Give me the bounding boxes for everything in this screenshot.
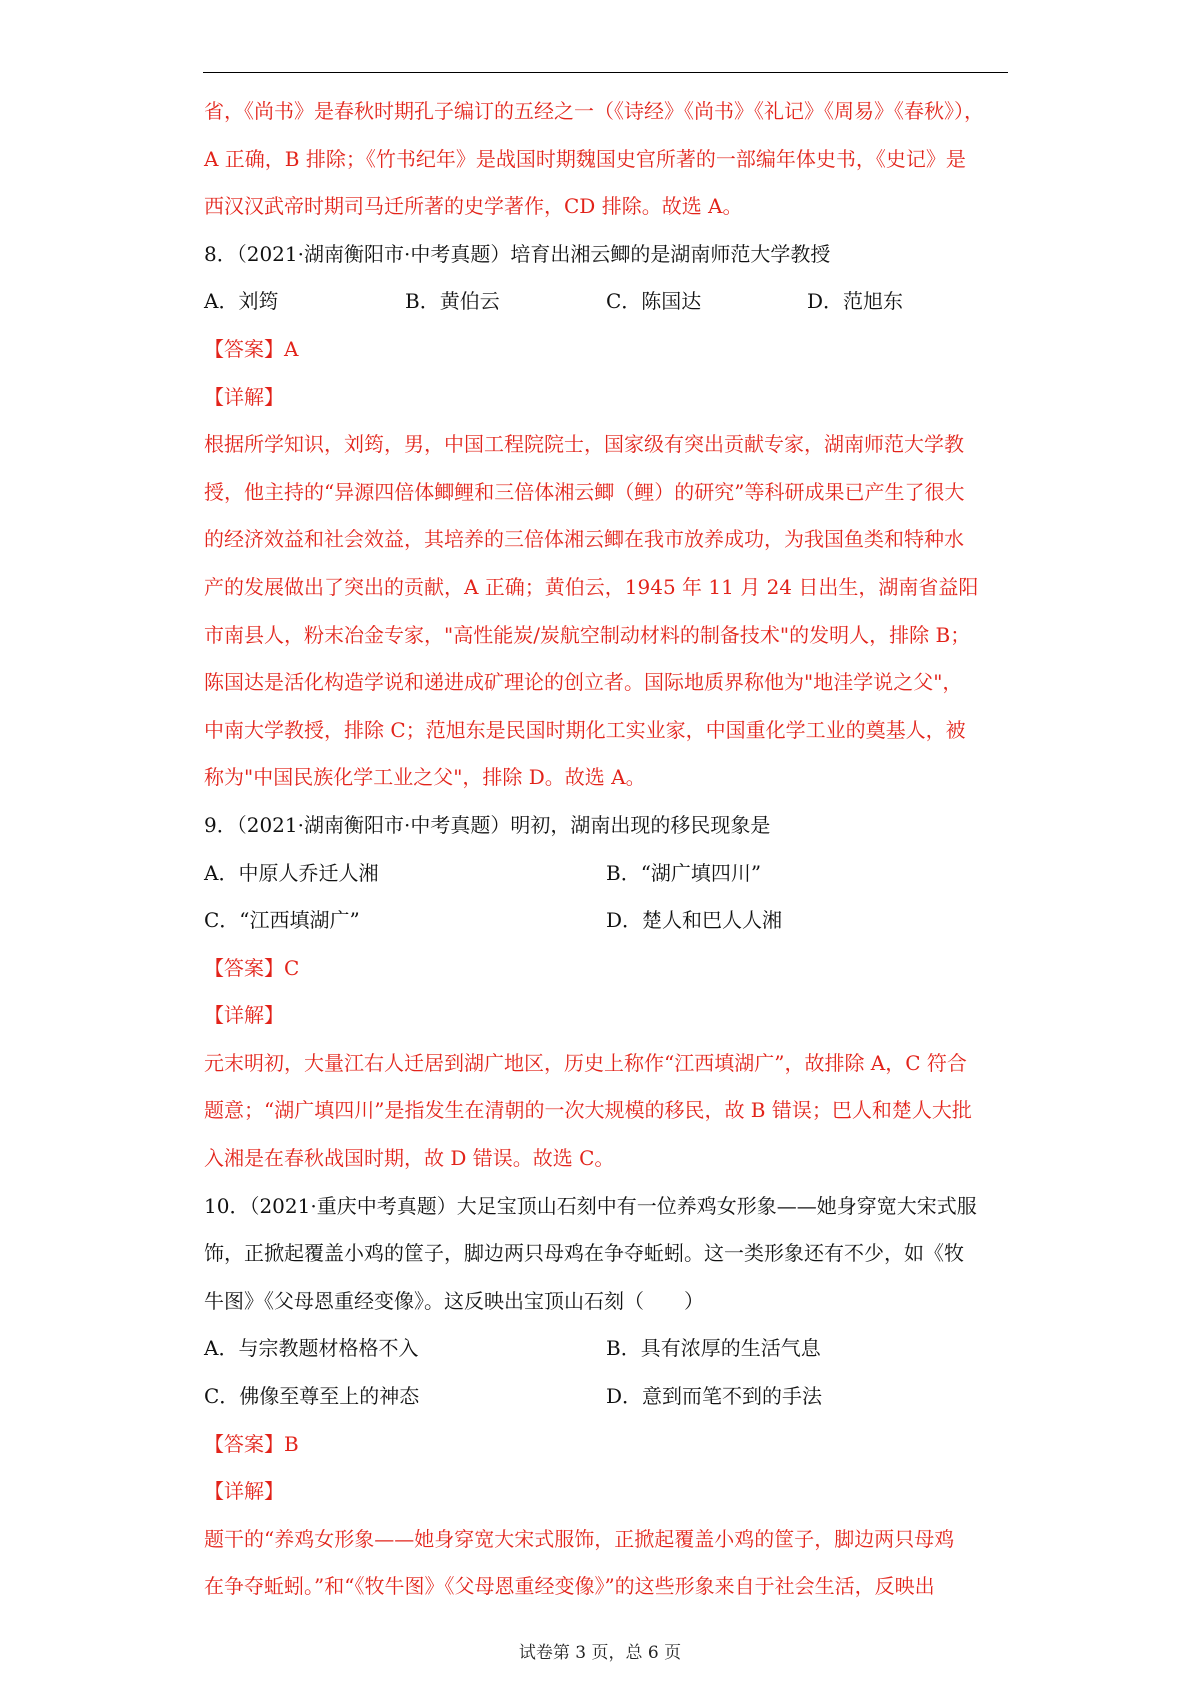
q9-stem: 9．（2021·湖南衡阳市·中考真题）明初，湖南出现的移民现象是 — [204, 812, 771, 837]
q9-explanation-line: 元末明初，大量江右人迁居到湖广地区，历史上称作“江西填湖广”，故排除 A，C 符合 — [204, 1050, 967, 1075]
q8-option-d: D．范旭东 — [807, 289, 904, 314]
q8-option-c: C．陈国达 — [606, 289, 702, 314]
q10-detail-label: 【详解】 — [204, 1479, 284, 1504]
q8-explanation-line: 产的发展做出了突出的贡献，A 正确；黄伯云，1945 年 11 月 24 日出生，湖南省益阳 — [204, 574, 979, 599]
q10-option-c: C．佛像至尊至上的神态 — [204, 1384, 420, 1409]
q8-explanation-line: 陈国达是活化构造学说和递进成矿理论的创立者。国际地质界称他为"地洼学说之父"， — [204, 670, 963, 695]
q10-stem-line: 牛图》《父母恩重经变像》。这反映出宝顶山石刻（ ） — [204, 1288, 704, 1313]
q8-detail-label: 【详解】 — [204, 384, 284, 409]
page-footer: 试卷第 3 页，总 6 页 — [518, 1643, 682, 1663]
q9-option-b: B．“湖广填四川” — [606, 860, 762, 885]
q8-stem: 8．（2021·湖南衡阳市·中考真题）培育出湘云鲫的是湖南师范大学教授 — [204, 241, 831, 266]
intro-line: 西汉汉武帝时期司马迁所著的史学著作，CD 排除。故选 A。 — [204, 194, 743, 219]
q8-option-b: B．黄伯云 — [405, 289, 500, 314]
q9-option-c: C．“江西填湖广” — [204, 908, 360, 933]
q10-stem-line: 10．（2021·重庆中考真题）大足宝顶山石刻中有一位养鸡女形象——她身穿宽大宋式服 — [204, 1193, 977, 1218]
q8-explanation-line: 授，他主持的“异源四倍体鲫鲤和三倍体湘云鲫（鲤）的研究”等科研成果已产生了很大 — [204, 479, 965, 504]
q10-options-row2 — [204, 1373, 1008, 1421]
q10-explanation-line: 题干的“养鸡女形象——她身穿宽大宋式服饰，正掀起覆盖小鸡的筐子，脚边两只母鸡 — [204, 1526, 955, 1551]
q10-answer: 【答案】B — [204, 1431, 299, 1456]
q10-option-a: A．与宗教题材格格不入 — [204, 1336, 419, 1361]
q9-explanation-line: 入湘是在春秋战国时期，故 D 错误。故选 C。 — [204, 1146, 615, 1171]
q8-explanation-line: 称为"中国民族化学工业之父"，排除 D。故选 A。 — [204, 765, 646, 790]
intro-line: A 正确，B 排除；《竹书纪年》是战国时期魏国史官所著的一部编年体史书，《史记》是 — [204, 146, 966, 171]
q9-option-a: A．中原人乔迁人湘 — [204, 860, 379, 885]
q10-explanation-line: 在争夺蚯蚓。”和“《牧牛图》《父母恩重经变像》”的这些形象来自于社会生活，反映出 — [204, 1574, 935, 1599]
q8-options — [204, 278, 1008, 326]
q8-explanation-line: 的经济效益和社会效益，其培养的三倍体湘云鲫在我市放养成功，为我国鱼类和特种水 — [204, 527, 964, 552]
q8-option-a: A．刘筠 — [204, 289, 279, 314]
q9-options-row2 — [204, 897, 1008, 945]
q10-options-row1 — [204, 1325, 1008, 1373]
q9-detail-label: 【详解】 — [204, 1003, 284, 1028]
q9-answer: 【答案】C — [204, 955, 300, 980]
q8-explanation-line: 中南大学教授，排除 C；范旭东是民国时期化工实业家，中国重化学工业的奠基人，被 — [204, 717, 966, 742]
header-rule — [203, 72, 1008, 73]
q8-explanation-line: 市南县人，粉末冶金专家，"高性能炭/炭航空制动材料的制备技术"的发明人，排除 B； — [204, 622, 971, 647]
intro-line: 省，《尚书》是春秋时期孔子编订的五经之一（《诗经》《尚书》《礼记》《周易》《春秋》）， — [204, 99, 984, 123]
q9-explanation-line: 题意；“湖广填四川”是指发生在清朝的一次大规模的移民，故 B 错误；巴人和楚人大批 — [204, 1098, 972, 1123]
q10-option-d: D．意到而笔不到的手法 — [606, 1384, 823, 1409]
q9-options-row1 — [204, 850, 1008, 898]
q9-option-d: D．楚人和巴人人湘 — [606, 908, 783, 933]
q8-explanation-line: 根据所学知识，刘筠，男，中国工程院院士，国家级有突出贡献专家，湖南师范大学教 — [204, 432, 964, 457]
q8-answer: 【答案】A — [204, 336, 299, 361]
q10-option-b: B．具有浓厚的生活气息 — [606, 1336, 821, 1361]
page-content — [204, 88, 1008, 1611]
q10-stem-line: 饰，正掀起覆盖小鸡的筐子，脚边两只母鸡在争夺蚯蚓。这一类形象还有不少，如《牧 — [204, 1241, 964, 1266]
